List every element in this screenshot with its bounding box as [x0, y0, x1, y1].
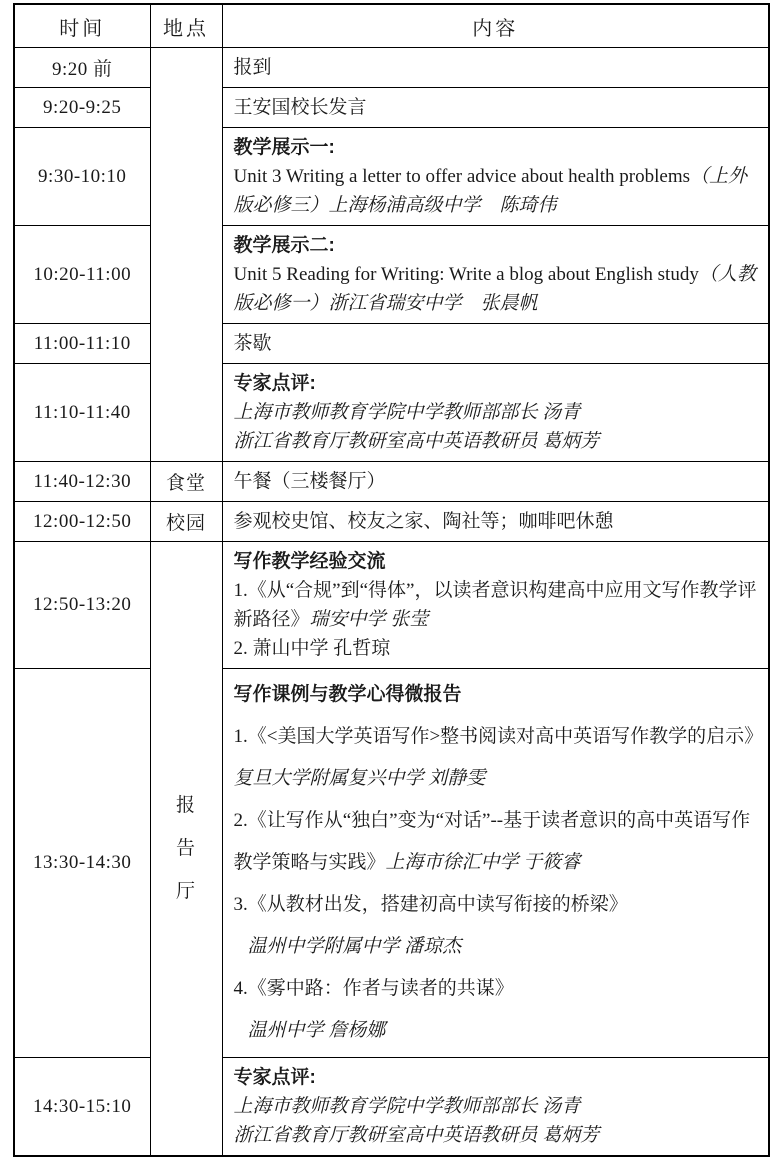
content-line [234, 133, 758, 162]
content-cell [222, 1058, 769, 1157]
table-row [14, 1058, 769, 1157]
time-cell: 12:50-13:20 [14, 542, 150, 669]
text-segment: Unit 5 Reading for Writing: Write a blog about English study [233, 264, 699, 285]
time-cell: 11:40-12:30 [14, 462, 150, 502]
table-row [14, 128, 769, 226]
schedule-table [13, 3, 770, 1157]
text-segment: 写作教学经验交流 [233, 551, 386, 572]
text-segment: 4.《雾中路：作者与读者的共谋》 [233, 978, 514, 999]
content-line [234, 1010, 758, 1052]
time-cell: 12:00-12:50 [14, 502, 150, 542]
content-line [234, 547, 758, 576]
content-line [234, 398, 758, 427]
content-line [234, 968, 758, 1010]
text-segment: 教学展示二: [233, 235, 335, 256]
content-line [234, 162, 758, 220]
text-segment: 复旦大学附属复兴中学 刘静雯 [233, 768, 486, 789]
header-time: 时间 [14, 4, 150, 48]
location-cell [150, 48, 222, 462]
text-segment: 1.《<美国大学英语写作>整书阅读对高中英语写作教学的启示》 [233, 726, 764, 747]
table-row [14, 462, 769, 502]
location-cell: 校园 [150, 502, 222, 542]
content-cell [222, 88, 769, 128]
document-page [13, 3, 770, 1157]
content-cell [222, 669, 769, 1058]
header-row [14, 4, 769, 48]
content-line [234, 467, 758, 496]
text-segment: 王安国校长发言 [233, 97, 367, 118]
table-row [14, 88, 769, 128]
content-cell [222, 324, 769, 364]
time-cell: 14:30-15:10 [14, 1058, 150, 1157]
text-segment: 2. 萧山中学 孔哲琼 [233, 638, 391, 659]
time-cell: 9:30-10:10 [14, 128, 150, 226]
content-line [234, 758, 758, 800]
table-row [14, 669, 769, 1058]
location-cell: 食堂 [150, 462, 222, 502]
text-segment: 写作课例与教学心得微报告 [233, 684, 462, 705]
content-line [234, 884, 758, 926]
time-cell: 11:10-11:40 [14, 364, 150, 462]
text-segment: （上外版必修三）上海杨浦高级中学 陈琦伟 [233, 166, 748, 216]
text-segment: 2.《让写作从“独白”变为“对话”--基于读者意识的高中英语写作教学策略与实践》 [233, 810, 751, 873]
time-cell: 11:00-11:10 [14, 324, 150, 364]
content-line [234, 427, 758, 456]
text-segment: 专家点评: [233, 373, 316, 394]
text-segment: 温州中学附属中学 潘琼杰 [247, 936, 462, 957]
location-cell [150, 542, 222, 1157]
text-segment: 参观校史馆、校友之家、陶社等；咖啡吧休憩 [233, 511, 614, 532]
text-segment: 教学展示一: [233, 137, 335, 158]
content-line [234, 926, 758, 968]
content-cell [222, 542, 769, 669]
content-line [234, 1092, 758, 1121]
time-cell: 9:20-9:25 [14, 88, 150, 128]
text-segment: （人教版必修一）浙江省瑞安中学 张晨帆 [233, 264, 756, 314]
content-cell [222, 502, 769, 542]
content-line [234, 231, 758, 260]
text-segment: 茶歇 [233, 333, 272, 354]
text-segment: 上海市教师教育学院中学教师部部长 汤青 [233, 402, 581, 423]
text-segment: 浙江省教育厅教研室高中英语教研员 葛炳芳 [233, 431, 600, 452]
content-line [234, 634, 758, 663]
location-vertical-char: 厅 [175, 881, 196, 902]
content-cell [222, 462, 769, 502]
table-row [14, 502, 769, 542]
schedule-body [14, 48, 769, 1157]
content-line [234, 1063, 758, 1092]
text-segment: 专家点评: [233, 1067, 316, 1088]
header-location: 地点 [150, 4, 222, 48]
content-line [234, 507, 758, 536]
table-row [14, 48, 769, 88]
content-line [234, 53, 758, 82]
text-segment: Unit 3 Writing a letter to offer advice about health problems [233, 166, 691, 187]
content-line [234, 800, 758, 884]
text-segment: 午餐（三楼餐厅） [233, 471, 386, 492]
text-segment: 3.《从教材出发，搭建初高中读写衔接的桥梁》 [233, 894, 628, 915]
text-segment: 上海市教师教育学院中学教师部部长 汤青 [233, 1096, 581, 1117]
content-line [233, 716, 764, 758]
content-cell [222, 364, 769, 462]
content-line [234, 1121, 758, 1150]
location-vertical-char: 告 [175, 838, 196, 859]
content-line [234, 576, 758, 634]
content-line [234, 260, 758, 318]
table-row [14, 542, 769, 669]
content-line [234, 369, 758, 398]
content-cell [222, 226, 769, 324]
text-segment: 温州中学 詹杨娜 [247, 1020, 386, 1041]
text-segment: 瑞安中学 张莹 [309, 609, 429, 630]
table-row [14, 364, 769, 462]
header-content: 内容 [222, 4, 769, 48]
content-line [234, 674, 758, 716]
text-segment: 浙江省教育厅教研室高中英语教研员 葛炳芳 [233, 1125, 600, 1146]
location-vertical-char: 报 [175, 795, 196, 816]
content-cell [222, 48, 769, 88]
time-cell: 9:20 前 [14, 48, 150, 88]
table-row [14, 324, 769, 364]
time-cell: 13:30-14:30 [14, 669, 150, 1058]
text-segment: 1.《从“合规”到“得体”，以读者意识构建高中应用文写作教学评新路径》 [233, 580, 757, 630]
content-line [234, 329, 758, 358]
text-segment: 报到 [233, 57, 272, 78]
content-cell [222, 128, 769, 226]
content-line [234, 93, 758, 122]
text-segment: 上海市徐汇中学 于筱睿 [385, 852, 581, 873]
time-cell: 10:20-11:00 [14, 226, 150, 324]
table-row [14, 226, 769, 324]
